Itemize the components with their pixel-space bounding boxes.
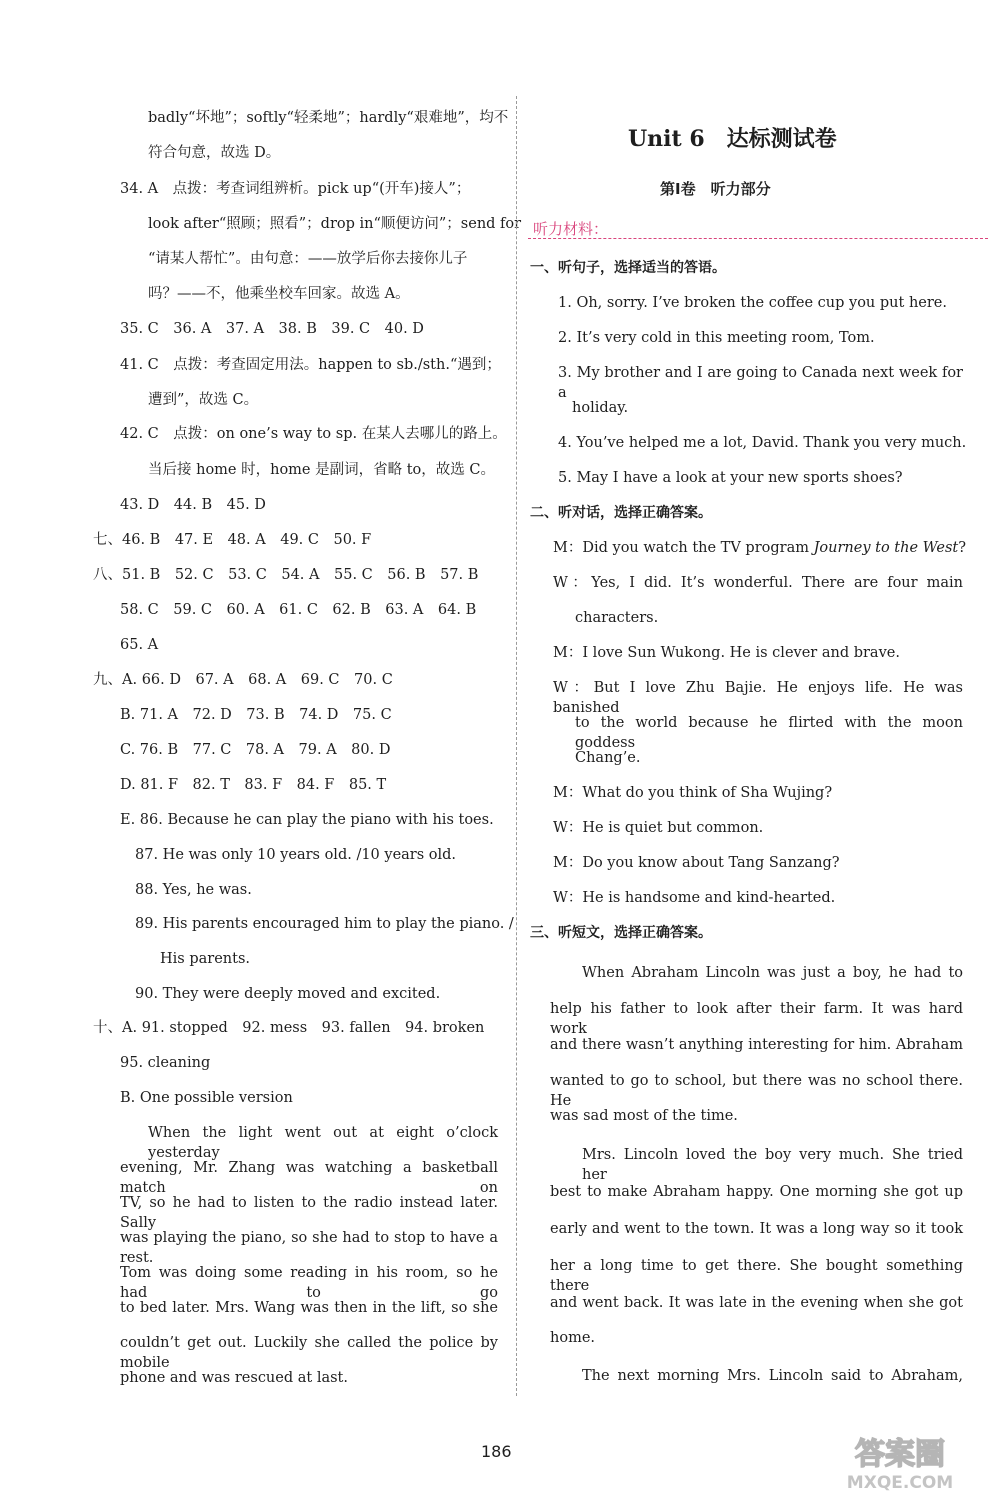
answer-line: 九、A. 66. D 67. A 68. A 69. C 70. C xyxy=(93,672,393,688)
text-line: 2. It’s very cold in this meeting room, Tom. xyxy=(558,330,875,346)
watermark-logo xyxy=(820,1432,980,1494)
program-title: Journey to the West xyxy=(813,540,959,556)
listening-material-tag: 听力材料： xyxy=(533,220,609,238)
text-line: 符合句意，故选 D。 xyxy=(148,145,281,161)
page-title: Unit 6 达标测试卷 xyxy=(628,126,837,152)
passage-line: wanted to go to school, but there was no school there. He xyxy=(550,1073,963,1109)
answer-line: C. 76. B 77. C 78. A 79. A 80. D xyxy=(120,742,391,758)
essay-line: phone and was rescued at last. xyxy=(120,1370,348,1386)
dialogue-line: Chang’e. xyxy=(575,750,641,766)
section-subtitle: 第Ⅰ卷 听力部分 xyxy=(660,180,771,198)
answer-line: 七、46. B 47. E 48. A 49. C 50. F xyxy=(93,532,372,548)
dialogue-text: M：Did you watch the TV program xyxy=(553,540,814,556)
passage-line: early and went to the town. It was a long way so it took xyxy=(550,1221,963,1237)
text-line: 遭到”，故选 C。 xyxy=(148,392,259,408)
text-line: 41. C 点拨：考查固定用法。happen to sb./sth.“遇到； xyxy=(120,357,501,373)
watermark-text: 答案圈 xyxy=(855,1437,945,1472)
passage-line: The next morning Mrs. Lincoln said to Abraham, xyxy=(582,1368,963,1384)
column-divider xyxy=(516,96,517,1396)
answer-line: 35. C 36. A 37. A 38. B 39. C 40. D xyxy=(120,321,424,337)
dialogue-line: W：Yes, I did. It’s wonderful. There are four main xyxy=(553,575,963,591)
answer-line: 90. They were deeply moved and excited. xyxy=(135,986,441,1002)
answer-line: 十、A. 91. stopped 92. mess 93. fallen 94. broken xyxy=(93,1020,485,1036)
answer-line: B. One possible version xyxy=(120,1090,293,1106)
answer-line: 87. He was only 10 years old. /10 years old. xyxy=(135,847,457,863)
essay-line: was playing the piano, so she had to stop to have a rest. xyxy=(120,1230,498,1266)
answer-line: 89. His parents encouraged him to play the piano. / xyxy=(135,916,514,932)
text-line: badly“坏地”；softly“轻柔地”；hardly“艰难地”，均不 xyxy=(148,110,509,126)
text-line: 5. May I have a look at your new sports shoes? xyxy=(558,470,903,486)
passage-line: When Abraham Lincoln was just a boy, he had to xyxy=(582,965,963,981)
text-line: “请某人帮忙”。由句意：——放学后你去接你儿子 xyxy=(148,251,468,267)
text-line: 4. You’ve helped me a lot, David. Thank you very much. xyxy=(558,435,967,451)
dialogue-line: M：What do you think of Sha Wujing? xyxy=(553,785,833,801)
passage-line: Mrs. Lincoln loved the boy very much. She tried her xyxy=(582,1147,963,1183)
dialogue-line xyxy=(553,538,966,558)
essay-line: Tom was doing some reading in his room, so he had to go xyxy=(120,1265,498,1301)
tag-underline xyxy=(528,238,988,239)
answer-line: D. 81. F 82. T 83. F 84. F 85. T xyxy=(120,777,387,793)
answer-line: 八、51. B 52. C 53. C 54. A 55. C 56. B 57. B xyxy=(93,567,479,583)
dialogue-text: ? xyxy=(958,540,966,556)
watermark-url: MXQE.COM xyxy=(846,1473,954,1493)
dialogue-line: W：But I love Zhu Bajie. He enjoys life. He was banished xyxy=(553,680,963,716)
answer-line: 88. Yes, he was. xyxy=(135,882,252,898)
answer-line: E. 86. Because he can play the piano with his toes. xyxy=(120,812,494,828)
watermark-icon xyxy=(820,1432,980,1494)
answer-line: 95. cleaning xyxy=(120,1055,211,1071)
answer-line: B. 71. A 72. D 73. B 74. D 75. C xyxy=(120,707,392,723)
essay-line: TV, so he had to listen to the radio instead later. Sally xyxy=(120,1195,498,1231)
section-heading: 一、听句子，选择适当的答语。 xyxy=(530,260,726,276)
passage-line: home. xyxy=(550,1330,596,1346)
text-line: look after“照顾；照看”；drop in“顺便访问”；send for xyxy=(148,216,522,232)
text-line: 1. Oh, sorry. I’ve broken the coffee cup you put here. xyxy=(558,295,947,311)
text-line: 34. A 点拨：考查词组辨析。pick up“(开车)接人”； xyxy=(120,181,471,197)
answer-line: 43. D 44. B 45. D xyxy=(120,497,266,513)
passage-line: was sad most of the time. xyxy=(550,1108,738,1124)
text-line: holiday. xyxy=(572,400,629,416)
answer-line: 58. C 59. C 60. A 61. C 62. B 63. A 64. B xyxy=(120,602,477,618)
text-line: 42. C 点拨：on one’s way to sp. 在某人去哪儿的路上。 xyxy=(120,426,507,442)
dialogue-line: characters. xyxy=(575,610,659,626)
answer-line: His parents. xyxy=(160,951,250,967)
section-heading: 三、听短文，选择正确答案。 xyxy=(530,925,712,941)
dialogue-line: W：He is handsome and kind-hearted. xyxy=(553,890,836,906)
text-line: 当后接 home 时，home 是副词，省略 to，故选 C。 xyxy=(148,462,495,478)
passage-line: best to make Abraham happy. One morning she got up xyxy=(550,1184,963,1200)
essay-line: evening, Mr. Zhang was watching a basketball match on xyxy=(120,1160,498,1196)
passage-line: and went back. It was late in the evening when she got xyxy=(550,1295,963,1311)
section-heading: 二、听对话，选择正确答案。 xyxy=(530,505,712,521)
dialogue-line: W：He is quiet but common. xyxy=(553,820,764,836)
passage-line: and there wasn’t anything interesting for him. Abraham xyxy=(550,1037,963,1053)
dialogue-line: to the world because he flirted with the moon goddess xyxy=(575,715,963,751)
page-number: 186 xyxy=(481,1442,512,1461)
essay-line: When the light went out at eight o’clock yesterday xyxy=(148,1125,498,1161)
answer-line: 65. A xyxy=(120,637,159,653)
passage-line: her a long time to get there. She bought something there xyxy=(550,1258,963,1294)
passage-line: help his father to look after their farm. It was hard work xyxy=(550,1001,963,1037)
dialogue-line: M：Do you know about Tang Sanzang? xyxy=(553,855,840,871)
essay-line: couldn’t get out. Luckily she called the police by mobile xyxy=(120,1335,498,1371)
essay-line: to bed later. Mrs. Wang was then in the lift, so she xyxy=(120,1300,498,1316)
text-line: 吗？——不，他乘坐校车回家。故选 A。 xyxy=(148,286,410,302)
text-line: 3. My brother and I are going to Canada next week for a xyxy=(558,365,963,401)
dialogue-line: M：I love Sun Wukong. He is clever and brave. xyxy=(553,645,900,661)
